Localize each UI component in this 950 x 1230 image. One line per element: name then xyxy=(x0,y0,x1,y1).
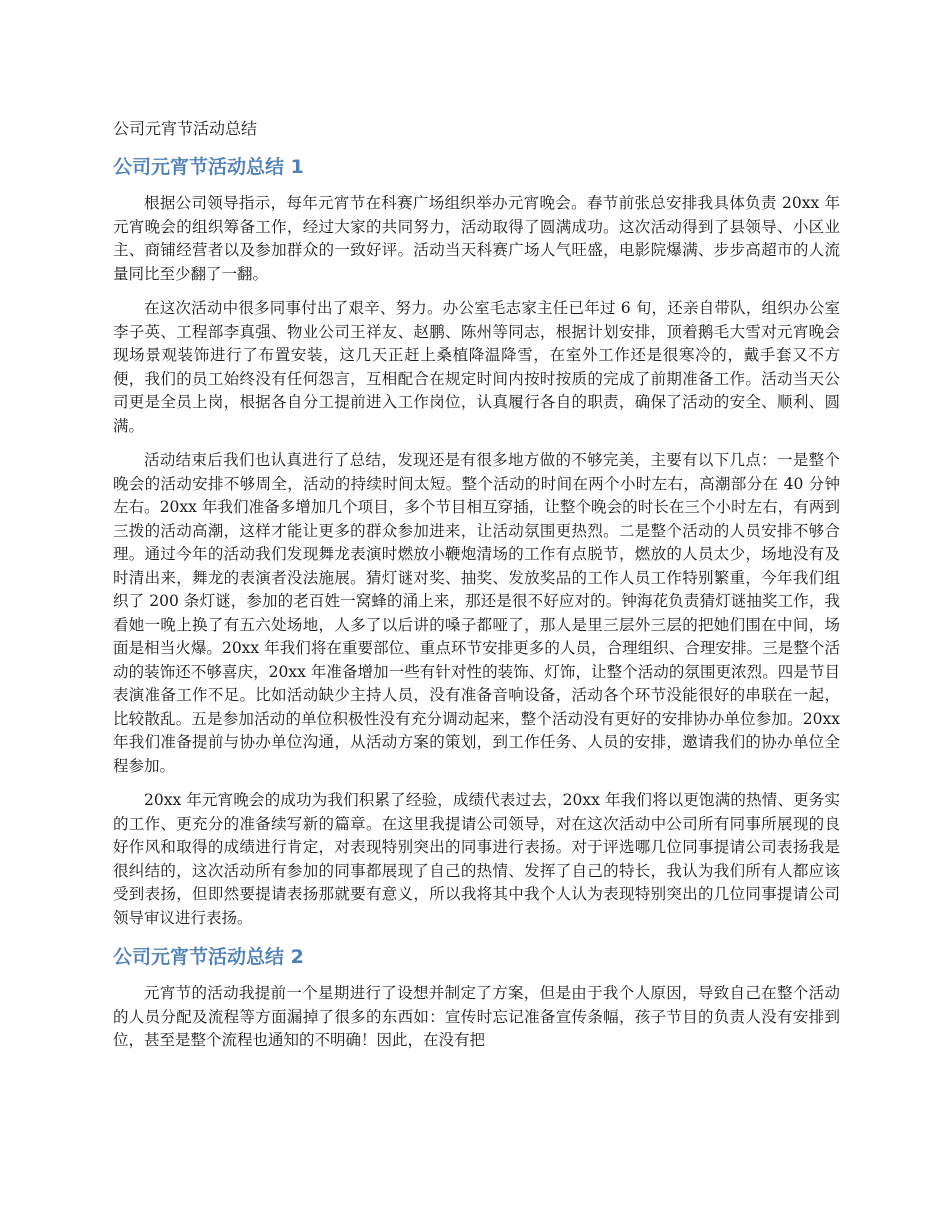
paragraph: 在这次活动中很多同事付出了艰辛、努力。办公室毛志家主任已年过 6 旬，还亲自带队，组织办公室李子英、工程部李真强、物业公司王祥友、赵鹏、陈州等同志，根据计划安排，顶着鹅毛大雪对元宵晚会现场景观装饰进行了布置安装，这几天正赶上桑植降温降雪，在室外工作还是很寒冷的，戴手套又不方便，我们的员工始终没有任何怨言，互相配合在规定时间内按时按质的完成了前期准备工作。活动当天公司更是全员上岗，根据各自分工提前进入工作岗位，认真履行各自的职责，确保了活动的安全、顺利、圆满。 xyxy=(113,299,840,435)
paragraph: 20xx 年元宵晚会的成功为我们积累了经验，成绩代表过去，20xx 年我们将以更饱满的热情、更务实的工作、更充分的准备续写新的篇章。在这里我提请公司领导，对在这次活动中公司所有同事所展现的良好作风和取得的成绩进行肯定，对表现特别突出的同事进行表扬。对于评选哪几位同事提请公司表扬我是很纠结的，这次活动所有参加的同事都展现了自己的热情、发挥了自己的特长，我认为我们所有人都应该受到表扬，但即然要提请表扬那就要有意义，所以我将其中我个人认为表现特别突出的几位同事提请公司领导审议进行表扬。 xyxy=(113,791,840,927)
paragraph: 根据公司领导指示，每年元宵节在科赛广场组织举办元宵晚会。春节前张总安排我具体负责 20xx 年元宵晚会的组织筹备工作，经过大家的共同努力，活动取得了圆满成功。这次活动得到了县领导、小区业主、商铺经营者以及参加群众的一致好评。活动当天科赛广场人气旺盛，电影院爆满、步步高超市的人流量同比至少翻了一翻。 xyxy=(113,194,840,283)
paragraph: 元宵节的活动我提前一个星期进行了设想并制定了方案，但是由于我个人原因，导致自己在整个活动的人员分配及流程等方面漏掉了很多的东西如：宣传时忘记准备宣传条幅，孩子节目的负责人没有安排到位，甚至是整个流程也通知的不明确！因此，在没有把 xyxy=(113,984,840,1049)
section-heading-2: 公司元宵节活动总结 2 xyxy=(113,946,304,968)
document-page xyxy=(113,118,840,1067)
section-2 xyxy=(113,944,840,1053)
section-heading-1: 公司元宵节活动总结 1 xyxy=(113,156,304,178)
paragraph: 活动结束后我们也认真进行了总结，发现还是有很多地方做的不够完美，主要有以下几点：一是整个晚会的活动安排不够周全，活动的持续时间太短。整个活动的时间在两个小时左右，高潮部分在 40 分钟左右。20xx 年我们准备多增加几个项目，多个节目相互穿插，让整个晚会的时长在三个小时左右，有两到三拨的活动高潮，这样才能让更多的群众参加进来，让活动氛围更热烈。二是整个活动的人员安排不够合理。通过今年的活动我们发现舞龙表演时燃放小鞭炮清场的工作有点脱节，燃放的人员太少，场地没有及时清出来，舞龙的表演者没法施展。猜灯谜对奖、抽奖、发放奖品的工作人员工作特别繁重，今年我们组织了 200 条灯谜，参加的老百姓一窝蜂的涌上来，那还是很不好应对的。钟海花负责猜灯谜抽奖工作，我看她一晚上换了有五六处场地，人多了以后讲的嗓子都哑了，那人是里三层外三层的把她们围在中间，场面是相当火爆。20xx 年我们将在重要部位、重点环节安排更多的人员，合理组织、合理安排。三是整个活动的装饰还不够喜庆，20xx 年准备增加一些有针对性的装饰、灯饰，让整个活动的氛围更浓烈。四是节目表演准备工作不足。比如活动缺少主持人员，没有准备音响设备，活动各个环节没能很好的串联在一起，比较散乱。五是参加活动的单位积极性没有充分调动起来，整个活动没有更好的安排协办单位参加。20xx 年我们准备提前与协办单位沟通，从活动方案的策划，到工作任务、人员的安排，邀请我们的协办单位全程参加。 xyxy=(113,451,840,775)
section-1 xyxy=(113,154,840,930)
document-title: 公司元宵节活动总结 xyxy=(113,119,258,138)
